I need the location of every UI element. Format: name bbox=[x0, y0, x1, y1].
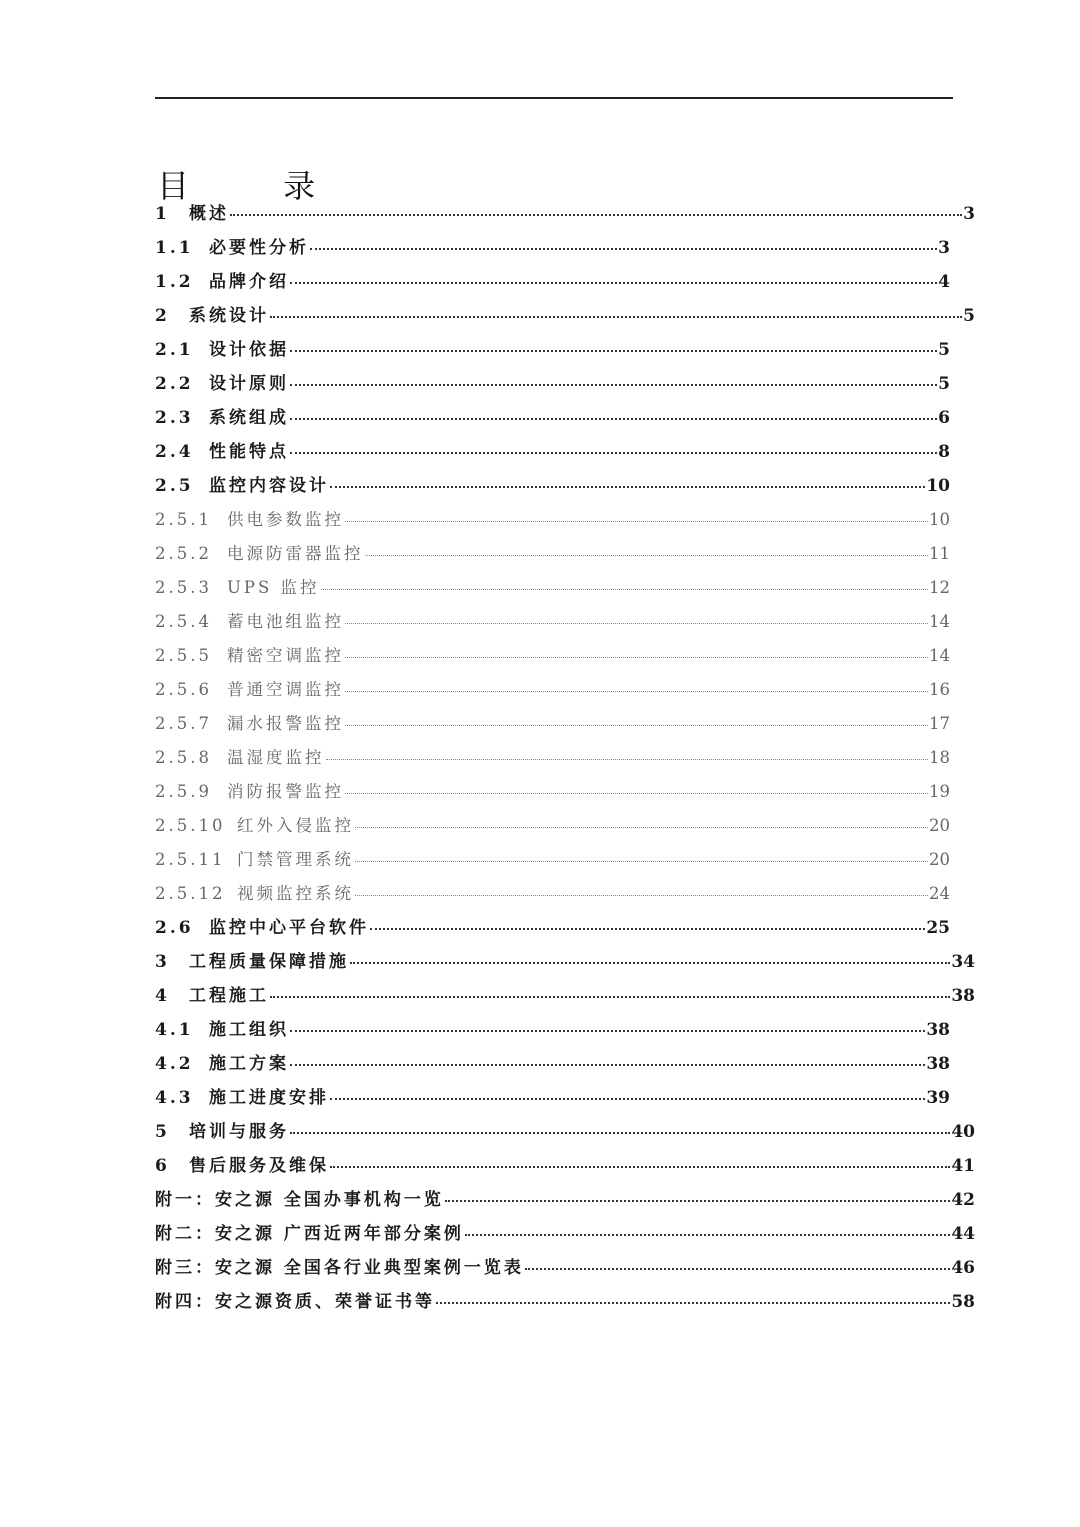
toc-entry-number: 2.3 bbox=[155, 408, 194, 428]
toc-dot-leader bbox=[330, 486, 925, 488]
toc-entry[interactable] bbox=[155, 605, 950, 639]
toc-entry-title: 漏水报警监控 bbox=[227, 714, 344, 733]
toc-dot-leader bbox=[290, 418, 937, 420]
toc-entry-number: 4.2 bbox=[155, 1054, 194, 1074]
toc-dot-leader bbox=[345, 521, 928, 522]
toc-entry-number: 5 bbox=[155, 1122, 170, 1142]
toc-entry-page: 3 bbox=[963, 204, 975, 224]
toc-entry-number: 2.5.6 bbox=[155, 680, 212, 699]
toc-dot-leader bbox=[270, 316, 962, 318]
toc-entry-number: 2.5.5 bbox=[155, 646, 212, 665]
toc-entry-number: 2.5.2 bbox=[155, 544, 212, 563]
toc-dot-leader bbox=[290, 350, 937, 352]
toc-entry[interactable] bbox=[155, 979, 975, 1013]
toc-entry-page: 20 bbox=[929, 816, 950, 835]
toc-entry-page: 4 bbox=[938, 272, 950, 292]
toc-entry-number: 2.5.8 bbox=[155, 748, 212, 767]
toc-entry[interactable] bbox=[155, 401, 950, 435]
toc-entry[interactable] bbox=[155, 265, 950, 299]
toc-entry-title: 消防报警监控 bbox=[227, 782, 344, 801]
toc-dot-leader bbox=[290, 1030, 925, 1032]
toc-entry-title: 精密空调监控 bbox=[227, 646, 344, 665]
toc-entry[interactable] bbox=[155, 503, 950, 537]
table-of-contents bbox=[155, 197, 975, 1319]
toc-entry-title: 附四：安之源资质、荣誉证书等 bbox=[155, 1292, 435, 1312]
toc-dot-leader bbox=[345, 793, 928, 794]
toc-entry-page: 42 bbox=[951, 1190, 975, 1210]
toc-dot-leader bbox=[290, 1064, 925, 1066]
toc-entry-title: 施工进度安排 bbox=[209, 1088, 329, 1108]
toc-entry-page: 14 bbox=[929, 646, 950, 665]
toc-entry-title: 设计依据 bbox=[209, 340, 289, 360]
toc-entry-title: 施工组织 bbox=[209, 1020, 289, 1040]
toc-entry[interactable] bbox=[155, 1183, 975, 1217]
toc-entry-page: 11 bbox=[929, 544, 950, 563]
toc-entry-title: 概述 bbox=[189, 204, 229, 224]
toc-dot-leader bbox=[290, 282, 937, 284]
toc-entry-title: 红外入侵监控 bbox=[237, 816, 354, 835]
toc-dot-leader bbox=[330, 1166, 950, 1168]
toc-entry-number: 2.1 bbox=[155, 340, 194, 360]
toc-entry-number: 1.2 bbox=[155, 272, 194, 292]
toc-entry-page: 38 bbox=[951, 986, 975, 1006]
toc-entry-title: 附二：安之源 广西近两年部分案例 bbox=[155, 1224, 464, 1244]
toc-dot-leader bbox=[321, 589, 928, 590]
toc-entry-page: 3 bbox=[938, 238, 950, 258]
toc-entry-title: 设计原则 bbox=[209, 374, 289, 394]
toc-entry-number: 2.5.7 bbox=[155, 714, 212, 733]
toc-entry[interactable] bbox=[155, 1251, 975, 1285]
toc-entry-title: 系统组成 bbox=[209, 408, 289, 428]
toc-entry[interactable] bbox=[155, 707, 950, 741]
toc-dot-leader bbox=[355, 861, 928, 862]
toc-entry[interactable] bbox=[155, 1285, 975, 1319]
toc-entry[interactable] bbox=[155, 911, 950, 945]
toc-entry-page: 17 bbox=[929, 714, 950, 733]
toc-entry-page: 14 bbox=[929, 612, 950, 631]
toc-entry[interactable] bbox=[155, 299, 975, 333]
toc-entry-number: 2.5.4 bbox=[155, 612, 212, 631]
toc-entry[interactable] bbox=[155, 435, 950, 469]
toc-entry-page: 41 bbox=[951, 1156, 975, 1176]
toc-dot-leader bbox=[310, 248, 937, 250]
toc-dot-leader bbox=[290, 1132, 950, 1134]
toc-entry[interactable] bbox=[155, 1149, 975, 1183]
toc-entry-title: 工程质量保障措施 bbox=[189, 952, 349, 972]
toc-entry-title: UPS 监控 bbox=[227, 578, 320, 597]
toc-entry-page: 40 bbox=[951, 1122, 975, 1142]
toc-entry-title: 监控内容设计 bbox=[209, 476, 329, 496]
toc-entry[interactable] bbox=[155, 469, 950, 503]
toc-entry-number: 4.1 bbox=[155, 1020, 194, 1040]
toc-entry[interactable] bbox=[155, 537, 950, 571]
toc-entry-number: 4.3 bbox=[155, 1088, 194, 1108]
toc-entry-page: 5 bbox=[938, 340, 950, 360]
toc-dot-leader bbox=[436, 1302, 950, 1304]
toc-entry-page: 20 bbox=[929, 850, 950, 869]
toc-dot-leader bbox=[525, 1268, 950, 1270]
toc-entry-title: 品牌介绍 bbox=[209, 272, 289, 292]
toc-dot-leader bbox=[370, 928, 925, 930]
toc-entry-title: 视频监控系统 bbox=[237, 884, 354, 903]
toc-entry-page: 24 bbox=[929, 884, 950, 903]
toc-entry[interactable] bbox=[155, 1013, 950, 1047]
toc-entry-page: 10 bbox=[929, 510, 950, 529]
toc-entry-page: 39 bbox=[926, 1088, 950, 1108]
toc-dot-leader bbox=[365, 555, 929, 556]
toc-entry-number: 1.1 bbox=[155, 238, 194, 258]
toc-entry-page: 46 bbox=[951, 1258, 975, 1278]
toc-entry-number: 2.5.10 bbox=[155, 816, 226, 835]
toc-dot-leader bbox=[326, 759, 929, 760]
toc-entry-title: 附一：安之源 全国办事机构一览 bbox=[155, 1190, 444, 1210]
toc-entry-number: 2.5.3 bbox=[155, 578, 212, 597]
toc-entry-title: 工程施工 bbox=[189, 986, 269, 1006]
toc-entry[interactable] bbox=[155, 571, 950, 605]
toc-entry-title: 培训与服务 bbox=[189, 1122, 289, 1142]
toc-entry-page: 12 bbox=[929, 578, 950, 597]
toc-dot-leader bbox=[445, 1200, 950, 1202]
toc-dot-leader bbox=[345, 691, 928, 692]
toc-entry-number: 2.5 bbox=[155, 476, 194, 496]
toc-entry-number: 2 bbox=[155, 306, 170, 326]
toc-entry-page: 38 bbox=[926, 1054, 950, 1074]
toc-entry[interactable] bbox=[155, 877, 950, 911]
toc-entry-title: 蓄电池组监控 bbox=[227, 612, 344, 631]
toc-entry[interactable] bbox=[155, 1217, 975, 1251]
toc-dot-leader bbox=[345, 657, 928, 658]
toc-entry-title: 售后服务及维保 bbox=[189, 1156, 329, 1176]
toc-entry-page: 5 bbox=[963, 306, 975, 326]
toc-entry[interactable] bbox=[155, 231, 950, 265]
toc-entry-page: 8 bbox=[938, 442, 950, 462]
toc-entry-number: 4 bbox=[155, 986, 170, 1006]
toc-entry-number: 2.5.11 bbox=[155, 850, 226, 869]
toc-entry[interactable] bbox=[155, 741, 950, 775]
toc-entry-title: 附三：安之源 全国各行业典型案例一览表 bbox=[155, 1258, 524, 1278]
toc-entry-title: 温湿度监控 bbox=[227, 748, 325, 767]
toc-entry-page: 58 bbox=[951, 1292, 975, 1312]
toc-dot-leader bbox=[290, 384, 937, 386]
toc-entry-page: 5 bbox=[938, 374, 950, 394]
toc-entry-page: 34 bbox=[951, 952, 975, 972]
toc-entry-number: 1 bbox=[155, 204, 170, 224]
toc-entry[interactable] bbox=[155, 1115, 975, 1149]
toc-entry-number: 6 bbox=[155, 1156, 170, 1176]
toc-entry[interactable] bbox=[155, 843, 950, 877]
toc-entry-title: 普通空调监控 bbox=[227, 680, 344, 699]
toc-entry[interactable] bbox=[155, 775, 950, 809]
toc-dot-leader bbox=[290, 452, 937, 454]
toc-dot-leader bbox=[330, 1098, 925, 1100]
toc-entry-page: 25 bbox=[926, 918, 950, 938]
toc-entry-page: 19 bbox=[929, 782, 950, 801]
toc-dot-leader bbox=[345, 725, 928, 726]
toc-entry[interactable] bbox=[155, 333, 950, 367]
toc-entry-number: 3 bbox=[155, 952, 170, 972]
toc-entry[interactable] bbox=[155, 367, 950, 401]
toc-dot-leader bbox=[355, 895, 928, 896]
toc-entry-page: 10 bbox=[926, 476, 950, 496]
toc-entry[interactable] bbox=[155, 1047, 950, 1081]
toc-entry[interactable] bbox=[155, 945, 975, 979]
toc-entry[interactable] bbox=[155, 673, 950, 707]
toc-dot-leader bbox=[230, 214, 962, 216]
toc-entry[interactable] bbox=[155, 1081, 950, 1115]
header-rule bbox=[155, 97, 953, 99]
page-title: 目 录 bbox=[157, 167, 358, 206]
toc-dot-leader bbox=[345, 623, 928, 624]
toc-entry-title: 供电参数监控 bbox=[227, 510, 344, 529]
toc-entry-page: 16 bbox=[929, 680, 950, 699]
toc-entry-number: 2.5.12 bbox=[155, 884, 226, 903]
toc-entry-title: 门禁管理系统 bbox=[237, 850, 354, 869]
toc-entry-title: 电源防雷器监控 bbox=[227, 544, 364, 563]
toc-entry-page: 6 bbox=[938, 408, 950, 428]
toc-entry-title: 性能特点 bbox=[209, 442, 289, 462]
toc-entry[interactable] bbox=[155, 809, 950, 843]
toc-entry-number: 2.5.1 bbox=[155, 510, 212, 529]
toc-entry-title: 施工方案 bbox=[209, 1054, 289, 1074]
toc-entry[interactable] bbox=[155, 197, 975, 231]
toc-entry-page: 38 bbox=[926, 1020, 950, 1040]
toc-dot-leader bbox=[350, 962, 950, 964]
toc-entry-title: 监控中心平台软件 bbox=[209, 918, 369, 938]
toc-entry-number: 2.2 bbox=[155, 374, 194, 394]
toc-entry-page: 18 bbox=[929, 748, 950, 767]
toc-dot-leader bbox=[465, 1234, 950, 1236]
toc-entry-number: 2.5.9 bbox=[155, 782, 212, 801]
toc-entry-page: 44 bbox=[951, 1224, 975, 1244]
toc-entry-number: 2.6 bbox=[155, 918, 194, 938]
toc-entry[interactable] bbox=[155, 639, 950, 673]
toc-entry-number: 2.4 bbox=[155, 442, 194, 462]
toc-dot-leader bbox=[270, 996, 950, 998]
toc-entry-title: 系统设计 bbox=[189, 306, 269, 326]
toc-entry-title: 必要性分析 bbox=[209, 238, 309, 258]
toc-dot-leader bbox=[355, 827, 928, 828]
